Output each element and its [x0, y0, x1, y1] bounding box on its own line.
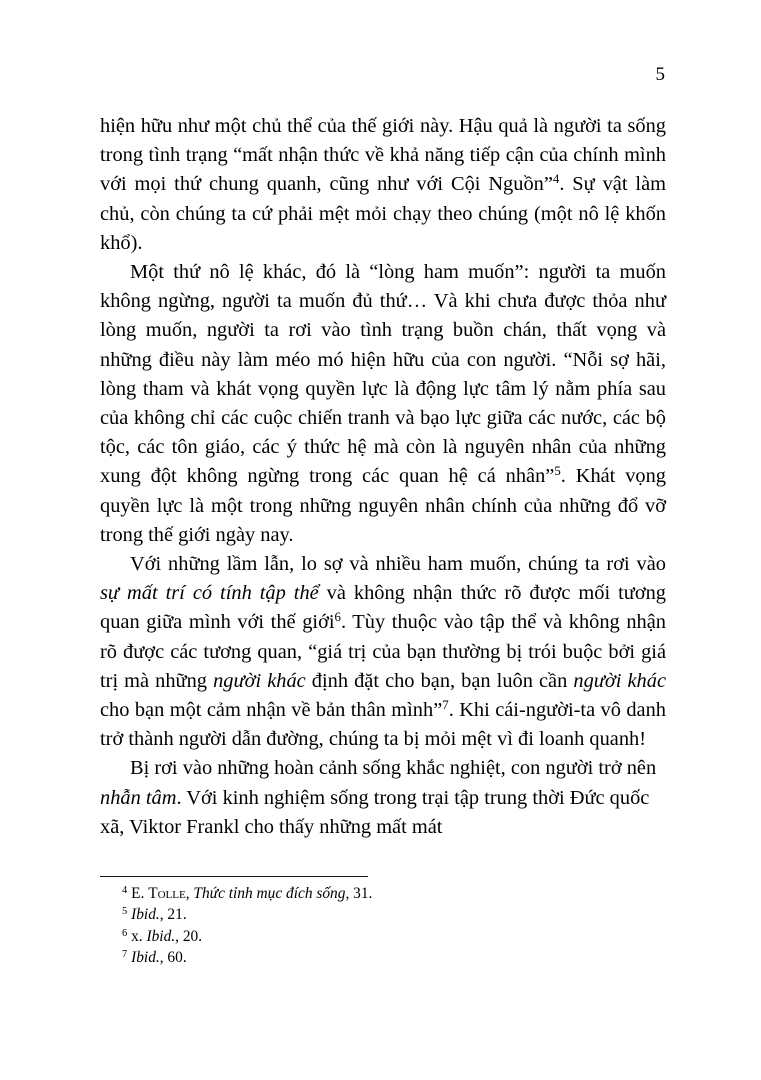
text-run: Một thứ nô lệ khác, đó là “lòng ham muốn”: người ta muốn không ngừng, người ta muốn đủ thứ… Và khi chưa được thỏa như lòng muốn, người ta rơi vào tình trạng buồn chán, thất vọng và những điều này làm méo mó hiện hữu của con người. “Nỗi sợ hãi, lòng tham và khát vọng quyền lực là động lực tâm lý nằm phía sau của không chỉ các cuộc chiến tranh và bạo lực giữa các nước, các bộ tộc, các tôn giáo, các ý thức hệ mà còn là nguyên nhân của những xung đột không ngừng trong các quan hệ cá nhân”: [100, 261, 666, 488]
text-run: x.: [131, 927, 147, 945]
text-run: , 60.: [159, 948, 187, 966]
text-run: , 31.: [345, 885, 373, 902]
footnote-area: [100, 876, 666, 968]
text-run: hiện hữu như một chủ thể của thế giới này. Hậu quả là người ta sống trong tình trạng “mất nhận thức về khả năng tiếp cận của chính mình với mọi thứ chung quanh, cũng như với Cội Nguồn”: [100, 115, 666, 196]
footnote-marker-4[interactable]: 4: [552, 172, 560, 187]
text-run: Với những lầm lẫn, lo sợ và nhiều ham muốn, chúng ta rơi vào: [130, 553, 666, 576]
body-text-block: [100, 112, 666, 842]
text-run: ,: [185, 885, 194, 902]
footnote-list: [100, 883, 666, 968]
text-run: . Với kinh nghiệm sống trong trại tập trung thời Đức quốc xã, Viktor Frankl cho thấy những mất mát: [100, 786, 650, 838]
emphasis-text: Ibid.: [131, 948, 160, 966]
footnote-marker-7[interactable]: 7: [442, 698, 449, 712]
footnote-number-6[interactable]: 6: [122, 927, 128, 939]
emphasis-text: Thức tỉnh mục đích sống: [193, 885, 346, 902]
page-number: 5: [655, 64, 665, 85]
emphasis-text: người khác: [213, 669, 306, 692]
paragraph-p1: [100, 112, 666, 258]
footnote-marker-6[interactable]: 6: [334, 610, 341, 625]
footnote-item: [100, 947, 666, 968]
text-run: định đặt cho bạn, bạn luôn cần: [305, 669, 574, 692]
text-run: , 21.: [159, 906, 187, 924]
text-run: cho bạn một cảm nhận về bản thân mình”: [100, 699, 443, 722]
emphasis-text: người khác: [573, 669, 666, 692]
emphasis-text: nhẫn tâm: [100, 786, 177, 809]
footnote-separator-rule: [100, 876, 368, 877]
text-run: và không nhận thức rõ được mối tương quan giữa mình với thế giới: [100, 582, 666, 634]
text-run: Bị rơi vào những hoàn cảnh sống khắc nghiệt, con người trở nên: [130, 757, 657, 780]
text-run: . Khi cái-người-ta vô danh trở thành người dẫn đường, chúng ta bị mỏi mệt vì đi loanh quanh!: [100, 699, 666, 751]
author-name: Tolle: [148, 885, 186, 902]
footnote-item: [100, 883, 666, 904]
author-name: E.: [131, 885, 149, 902]
footnote-number-5[interactable]: 5: [122, 906, 128, 918]
footnote-marker-5[interactable]: 5: [554, 464, 561, 479]
emphasis-text: Ibid.: [131, 906, 160, 924]
footnote-number-7[interactable]: 7: [122, 948, 128, 960]
paragraph-p3: [100, 550, 666, 754]
emphasis-text: Ibid.: [146, 927, 176, 945]
text-run: . Tùy thuộc vào tập thể và không nhận rõ được các tương quan, “giá trị của bạn thường bị trói buộc bởi giá trị mà những: [100, 611, 666, 692]
emphasis-text: sự mất trí có tính tập thể: [100, 582, 319, 605]
text-run: . Sự vật làm chủ, còn chúng ta cứ phải mệt mỏi chạy theo chúng (một nô lệ khốn khổ).: [100, 173, 666, 254]
text-run: . Khát vọng quyền lực là một trong những nguyên nhân chính của những đổ vỡ trong thế giới ngày nay.: [100, 465, 667, 546]
footnote-item: [100, 904, 666, 925]
paragraph-p4: [100, 754, 666, 842]
text-run: , 20.: [175, 927, 203, 945]
footnote-number-4[interactable]: 4: [122, 884, 128, 896]
paragraph-p2: [100, 258, 666, 550]
footnote-item: [100, 926, 666, 947]
